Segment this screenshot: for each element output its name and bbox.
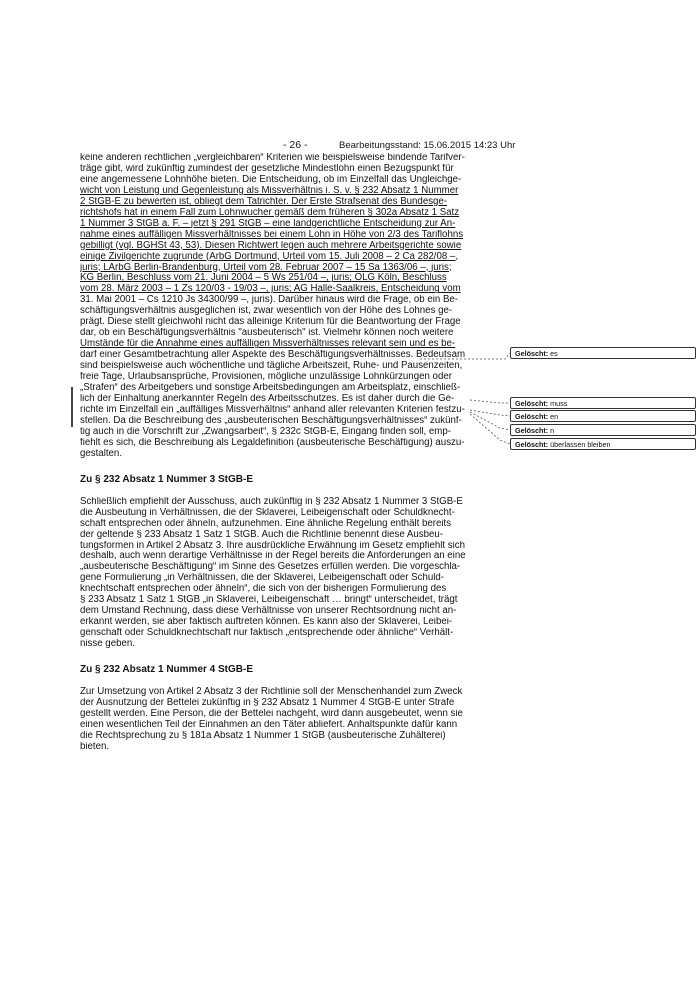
comment-text: n (550, 426, 555, 435)
text-line: dem Umstand Rechnung, dass diese Verhältnisse von unserer Rechtsordnung nicht an- (80, 606, 457, 617)
section-heading: Zu § 232 Absatz 1 Nummer 3 StGB-E (80, 473, 254, 485)
text-line: gestalten. (80, 448, 123, 459)
text-line: die Ausbeutung in Verhältnissen, die der Sklaverei, Leibeigenschaft oder Schuldknecht- (80, 507, 455, 518)
text-line: die Rechtsprechung zu § 181a Absatz 1 Nummer 1 StGB (ausbeuterische Zuhälterei) (80, 730, 446, 741)
page-number: - 26 - (283, 139, 308, 151)
text-line: Umstände für die Annahme eines auffälligen Missverhältnisses relevant sein und es be- (80, 339, 456, 350)
text-line: einige Zivilgerichte zugrunde (ArbG Dortmund, Urteil vom 15. Juli 2008 – 2 Ca 282/08 –, (80, 251, 459, 262)
deletion-comment[interactable] (510, 424, 696, 436)
comment-label: Gelöscht: (515, 412, 549, 421)
text-line: darf einer Gesamtbetrachtung aller Aspekte des Beschäftigungsverhältnisses. Bedeutsam (80, 350, 466, 361)
text-line: richtshofs hat in einem Fall zum Lohnwucher gemäß dem früheren § 302a Absatz 1 Satz (80, 207, 460, 218)
text-line: lich der Einhaltung anerkannter Regeln des Arbeitsschutzes. Es ist daher durch die Ge- (80, 393, 455, 404)
text-line: keine anderen rechtlichen „vergleichbaren“ Kriterien wie beispielsweise bindende Tarifver- (80, 153, 465, 163)
comment-label: Gelöscht: (515, 399, 549, 408)
paragraph-slavery (80, 497, 497, 650)
section-heading: Zu § 232 Absatz 1 Nummer 4 StGB-E (80, 664, 254, 676)
text-line: vom 28. März 2003 – 1 Zs 120/03 - 19/03 –, juris; AG Halle-Saalkreis, Entscheidung vom (80, 284, 461, 295)
text-line: Schließlich empfiehlt der Ausschuss, auch zukünftig in § 232 Absatz 1 Nummer 3 StGB-E (80, 496, 463, 507)
paragraph-begging (80, 687, 497, 753)
text-line: nahme eines auffälligen Missverhältnisses bei einem Lohn in Höhe von 2/3 des Tariflohns (80, 229, 464, 240)
document-body (80, 153, 497, 753)
text-line: nisse geben. (80, 639, 135, 650)
text-line: richte im Einzelfall ein „auffälliges Missverhältnis“ anhand aller relevanten Kriterien festzu- (80, 404, 465, 415)
text-line: 1 Nummer 3 StGB a. F. – jetzt § 291 StGB – eine landgerichtliche Entscheidung zur An- (80, 218, 456, 229)
text-line: gebilligt (vgl. BGHSt 43, 53). Diesen Richtwert legen auch mehrere Arbeitsgerichte sowie (80, 240, 462, 251)
comment-label: Gelöscht: (515, 426, 549, 435)
deletion-comment[interactable] (510, 438, 696, 450)
text-line: „ausbeuterische Beschäftigung“ im Sinne des Gesetzes erfüllen werden. Die vorgeschla- (80, 562, 461, 573)
text-line: genschaft oder Schuldknechtschaft nur faktisch „entsprechende oder ähnliche“ Verhält- (80, 628, 454, 639)
deletion-comment[interactable] (510, 397, 696, 409)
text-line: einen wesentlichen Teil der Einnahmen an den Täter abliefert. Anhaltspunkte dafür kann (80, 719, 458, 730)
text-line: „Strafen“ des Arbeitgebers und sonstige Arbeitsbedingungen am Arbeitsplatz, einschließ- (80, 383, 461, 394)
text-line: KG Berlin, Beschluss vom 21. Juni 2004 – 5 Ws 251/04 –, juris; OLG Köln, Beschluss (80, 273, 447, 284)
text-line: prägt. Diese stellt gleichwohl nicht das alleinige Kriterium für die Beantwortung der Frage (80, 317, 461, 328)
text-line: der geltende § 233 Absatz 1 Satz 1 StGB. Auch die Richtlinie benennt diese Ausbeu- (80, 529, 443, 540)
text-line: juris; LArbG Berlin-Brandenburg, Urteil vom 28. Februar 2007 – 15 Sa 1363/06 –, juris; (80, 262, 452, 273)
text-line: freie Tage, Urlaubsansprüche, Provisionen, mögliche unzulässige Lohnkürzungen oder (80, 372, 452, 383)
text-line: § 233 Absatz 1 Satz 1 StGB „in Sklaverei, Leibeigenschaft … bringt“ unterscheidet, trägt (80, 595, 458, 606)
text-line: tungsformen in Artikel 2 Absatz 3. Ihre ausdrückliche Erwähnung im Gesetz empfiehlt sich (80, 540, 465, 551)
revision-status: Bearbeitungsstand: 15.06.2015 14:23 Uhr (339, 140, 516, 151)
comment-text: es (550, 349, 558, 358)
text-line: der Ausnutzung der Bettelei zukünftig in § 232 Absatz 1 Nummer 4 StGB-E unter Strafe (80, 697, 455, 708)
text-line: sind beispielsweise auch wöchentliche und tägliche Arbeitszeit, Ruhe- und Pausenzeiten, (80, 361, 463, 372)
comment-text: überlassen bleiben (550, 440, 611, 449)
text-line: stellen. Da die Beschreibung des „ausbeuterischen Beschäftigungsverhältnisses“ zukünf- (80, 415, 462, 426)
comment-margin (510, 0, 700, 986)
deletion-comment[interactable] (510, 410, 696, 422)
text-line: tig auch in die Vorschrift zur „Zwangsarbeit“, § 232c StGB-E, Eingang finden soll, emp- (80, 426, 451, 437)
comment-text: muss (550, 399, 568, 408)
change-bar (71, 387, 73, 427)
text-line: schaft entsprechen oder ähneln, aufzunehmen. Eine ähnliche Regelung enthält bereits (80, 518, 452, 529)
text-line: eine angemessene Lohnhöhe bieten. Die Entscheidung, ob im Einzelfall das Ungleichge- (80, 174, 462, 185)
comment-label: Gelöscht: (515, 349, 549, 358)
text-line: 2 StGB-E zu bewerten ist, obliegt dem Tatrichter. Der Erste Strafsenat des Bundesge- (80, 196, 448, 207)
text-line: erkannt werden, sie aber faktisch auftreten können. Es kann also der Sklaverei, Leibei- (80, 617, 453, 628)
text-line: fiehlt es sich, die Beschreibung als Legaldefinition (ausbeuterische Beschäftigung) auszu- (80, 437, 465, 448)
text-line: schäftigungsverhältnis ausgeglichen ist, zwar wesentlich von der Höhe des Lohnes ge- (80, 306, 453, 317)
text-line: gene Formulierung „in Verhältnissen, die der Sklaverei, Leibeigenschaft oder Schuld- (80, 573, 445, 584)
text-line: dar, ob ein Beschäftigungsverhältnis "ausbeuterisch" ist. Vielmehr können noch weitere (80, 328, 454, 339)
comment-label: Gelöscht: (515, 440, 549, 449)
text-line: Zur Umsetzung von Artikel 2 Absatz 3 der Richtlinie soll der Menschenhandel zum Zweck (80, 687, 463, 698)
text-line: deshalb, auch wenn derartige Verhältnisse in der Regel bereits die Anforderungen an eine (80, 551, 466, 562)
deletion-comment[interactable] (510, 347, 696, 359)
text-line: bieten. (80, 741, 110, 752)
text-line: 31. Mai 2001 – Cs 1210 Js 34300/99 –, juris). Darüber hinaus wird die Frage, ob ein Be- (80, 295, 459, 306)
text-line: träge gibt, wird zukünftig zumindest der gesetzliche Mindestlohn einen Bezugspunkt für (80, 163, 454, 174)
paragraph-minimum-wage (80, 153, 497, 460)
comment-text: en (550, 412, 559, 421)
text-line: knechtschaft entsprechen oder ähneln“, die sich von der bisherigen Formulierung des (80, 584, 447, 595)
text-line: wicht von Leistung und Gegenleistung als Missverhältnis i. S. v. § 232 Absatz 1 Nummer (80, 185, 459, 196)
text-line: gestellt werden. Eine Person, die der Bettelei nachgeht, wird dann ausgebeutet, wenn sie (80, 708, 463, 719)
